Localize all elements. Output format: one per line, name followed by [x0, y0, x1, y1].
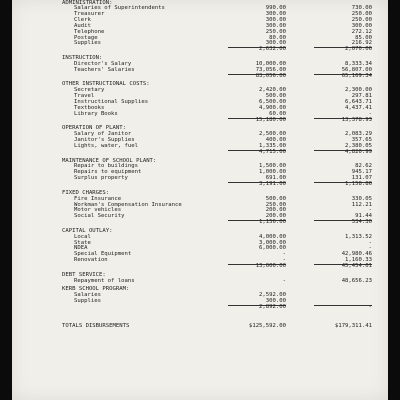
line-item-label: Lights, water, fuel — [74, 142, 138, 149]
budget-amount: 1,500.00 — [259, 163, 286, 170]
section-total — [62, 264, 382, 270]
actual-amount: - — [368, 110, 372, 117]
line-item-label: Motor vehicles — [74, 207, 122, 214]
line-item-label: Instructional Supplies — [74, 99, 149, 105]
budget-amount: 300.00 — [265, 40, 286, 47]
actual-amount: 297.81 — [351, 93, 372, 100]
budget-amount: 6,500.00 — [259, 99, 286, 105]
grand-total-actual: $179,311.41 — [334, 322, 372, 329]
budget-amount: 2,500.00 — [259, 131, 286, 138]
section-total-budget: 2,892.00 — [259, 304, 286, 310]
section-total-budget: 83,056.00 — [255, 72, 286, 79]
budget-amount: 200.00 — [265, 207, 286, 214]
budget-amount: 1,000.00 — [259, 169, 286, 176]
section-heading-label: INSTRUCTION: — [62, 55, 103, 62]
section-total-actual: 45,454.01 — [341, 262, 372, 269]
actual-amount: 85.00 — [355, 34, 372, 41]
budget-amount: 990.00 — [265, 5, 286, 12]
actual-amount: 112.21 — [351, 201, 372, 208]
actual-amount: 272.12 — [351, 28, 372, 35]
actual-amount: 6,643.71 — [345, 99, 372, 105]
line-item-label: Social Security — [74, 213, 125, 220]
line-item-label: Treasurer — [74, 11, 105, 18]
line-item-label: Telephone — [74, 28, 105, 35]
budget-amount: 60.00 — [269, 110, 286, 117]
section-total — [62, 182, 382, 188]
actual-amount: 4,437.41 — [345, 104, 372, 111]
line-item-label: Postage — [74, 34, 98, 41]
budget-amount: 80.00 — [269, 34, 286, 41]
section-total — [62, 305, 382, 311]
section-total-actual: 13,378.93 — [341, 116, 372, 123]
budget-amount: 300.00 — [265, 11, 286, 18]
actual-amount: 216.92 — [351, 40, 372, 47]
line-item-label: Director's Salary — [74, 60, 132, 67]
budget-amount: 3,000.00 — [259, 239, 286, 246]
line-item-label: Travel — [74, 93, 95, 100]
actual-amount: 250.00 — [351, 11, 372, 18]
section-total-actual: 4,820.99 — [345, 148, 372, 155]
actual-amount: 357.65 — [351, 137, 372, 144]
section-total-budget: 15,180.00 — [255, 116, 286, 123]
disbursements-table — [62, 0, 382, 330]
section-gap — [62, 311, 382, 314]
actual-amount: 250.00 — [351, 17, 372, 24]
grand-total-budget: $125,592.00 — [248, 322, 286, 329]
line-item-label: Special Equipment — [74, 251, 132, 258]
grand-total-label: TOTALS DISBURSEMENTS — [62, 322, 130, 329]
actual-amount: 1,160.33 — [345, 257, 372, 264]
actual-amount: 42,980.46 — [341, 251, 372, 258]
budget-amount: 300.00 — [265, 17, 286, 24]
budget-amount: 73,056.00 — [255, 66, 286, 73]
line-item-label: Secretary — [74, 87, 105, 94]
section-total-budget: 2,632.00 — [259, 46, 286, 53]
line-item-label: Workman's Compensation Insurance — [74, 201, 182, 208]
budget-amount: 400.00 — [265, 137, 286, 144]
line-item-label: Textbooks — [74, 104, 105, 111]
budget-amount: 200.00 — [265, 213, 286, 220]
section-total — [62, 150, 382, 156]
line-item-label: Supplies — [74, 40, 101, 47]
line-item-label: Salary of Janitor — [74, 131, 132, 138]
actual-amount: 8,333.34 — [345, 60, 372, 67]
line-item-label: Repairs to equipment — [74, 169, 142, 176]
line-item-label: Clerk — [74, 17, 91, 24]
actual-amount: 945.17 — [351, 169, 372, 176]
budget-amount: 691.00 — [265, 175, 286, 182]
line-item-label: State — [74, 239, 91, 246]
line-item-label: Local — [74, 233, 91, 240]
budget-amount: - — [282, 257, 286, 264]
budget-amount: 500.00 — [265, 195, 286, 202]
line-item-label: Surplus property — [74, 175, 128, 182]
budget-amount: 4,900.00 — [259, 104, 286, 111]
section-total-budget: 1,150.00 — [259, 219, 286, 226]
actual-amount: 131.07 — [351, 175, 372, 182]
line-item-label: Renovation — [74, 257, 108, 264]
line-item-label: Audit — [74, 22, 91, 29]
budget-amount: 300.00 — [265, 298, 286, 305]
section-heading-label: OPERATION OF PLANT: — [62, 125, 126, 132]
line-item-label: Supplies — [74, 298, 101, 305]
line-item-label: Salaries — [74, 292, 101, 299]
line-item-label: Fire Insurance — [74, 195, 122, 202]
actual-amount: 82.62 — [355, 163, 372, 170]
section-heading-label: FIXED CHARGES: — [62, 189, 110, 196]
budget-amount: 4,000.00 — [259, 233, 286, 240]
line-item-label: NDEA — [74, 245, 88, 252]
budget-amount: - — [282, 251, 286, 258]
section-heading-label: MAINTENANCE OF SCHOOL PLANT: — [62, 157, 157, 164]
section-total — [62, 118, 382, 124]
section-total-actual: 2,070.06 — [345, 46, 372, 53]
actual-amount: 730.00 — [351, 5, 372, 12]
actual-amount: 91.44 — [355, 213, 372, 220]
budget-amount: 10,000.00 — [255, 60, 286, 67]
budget-amount: 250.00 — [265, 201, 286, 208]
actual-amount: - — [368, 245, 372, 252]
section-total — [62, 47, 382, 53]
budget-amount: 250.00 — [265, 28, 286, 35]
line-item-label: Janitor's Supplies — [74, 137, 135, 144]
actual-amount: 1,313.52 — [345, 233, 372, 240]
actual-amount: - — [368, 239, 372, 246]
section-total-actual: - — [368, 304, 372, 310]
section-total-budget: 3,191.00 — [259, 180, 286, 187]
actual-amount: 2,300.00 — [345, 87, 372, 94]
budget-amount: 1,335.00 — [259, 142, 286, 149]
line-item-label: Library Books — [74, 110, 118, 117]
section-total-actual: 534.30 — [351, 219, 372, 226]
section-total-actual: 1,158.86 — [345, 180, 372, 187]
actual-amount: 2,083.29 — [345, 131, 372, 138]
budget-amount: 2,420.00 — [259, 87, 286, 94]
line-item-label: Teachers' Salaries — [74, 66, 135, 73]
section-total — [62, 220, 382, 226]
section-total-budget: 4,715.00 — [259, 148, 286, 155]
budget-amount: 300.00 — [265, 22, 286, 29]
document-page — [12, 0, 388, 400]
line-item — [62, 279, 382, 285]
line-item-label: Repair to buildings — [74, 163, 138, 170]
section-total-actual: 65,169.34 — [341, 72, 372, 79]
budget-amount: 2,592.00 — [259, 292, 286, 299]
actual-amount: - — [368, 207, 372, 214]
section-total — [62, 74, 382, 80]
actual-amount: 300.00 — [351, 22, 372, 29]
budget-amount: 6,000.00 — [259, 245, 286, 252]
actual-amount: 48,656.23 — [341, 277, 372, 284]
section-total-budget: 13,000.00 — [255, 262, 286, 269]
actual-amount: 2,380.05 — [345, 142, 372, 149]
actual-amount: 56,807.00 — [341, 66, 372, 73]
budget-amount: 500.00 — [265, 93, 286, 100]
section-heading-label: CAPITAL OUTLAY: — [62, 227, 113, 234]
section-heading-label: DEBT SERVICE: — [62, 271, 106, 278]
section-heading-label: OTHER INSTRUCTIONAL COSTS: — [62, 81, 150, 88]
section-heading-label: ADMINISTRATION: — [62, 0, 113, 6]
grand-total-row — [62, 324, 382, 330]
section-heading-label: KERB SCHOOL PROGRAM: — [62, 286, 130, 293]
budget-amount: - — [282, 277, 286, 284]
actual-amount: 330.05 — [351, 195, 372, 202]
line-item-label: Repayment of loans — [74, 277, 135, 284]
line-item-label: Salaries of Superintendents — [74, 5, 165, 12]
